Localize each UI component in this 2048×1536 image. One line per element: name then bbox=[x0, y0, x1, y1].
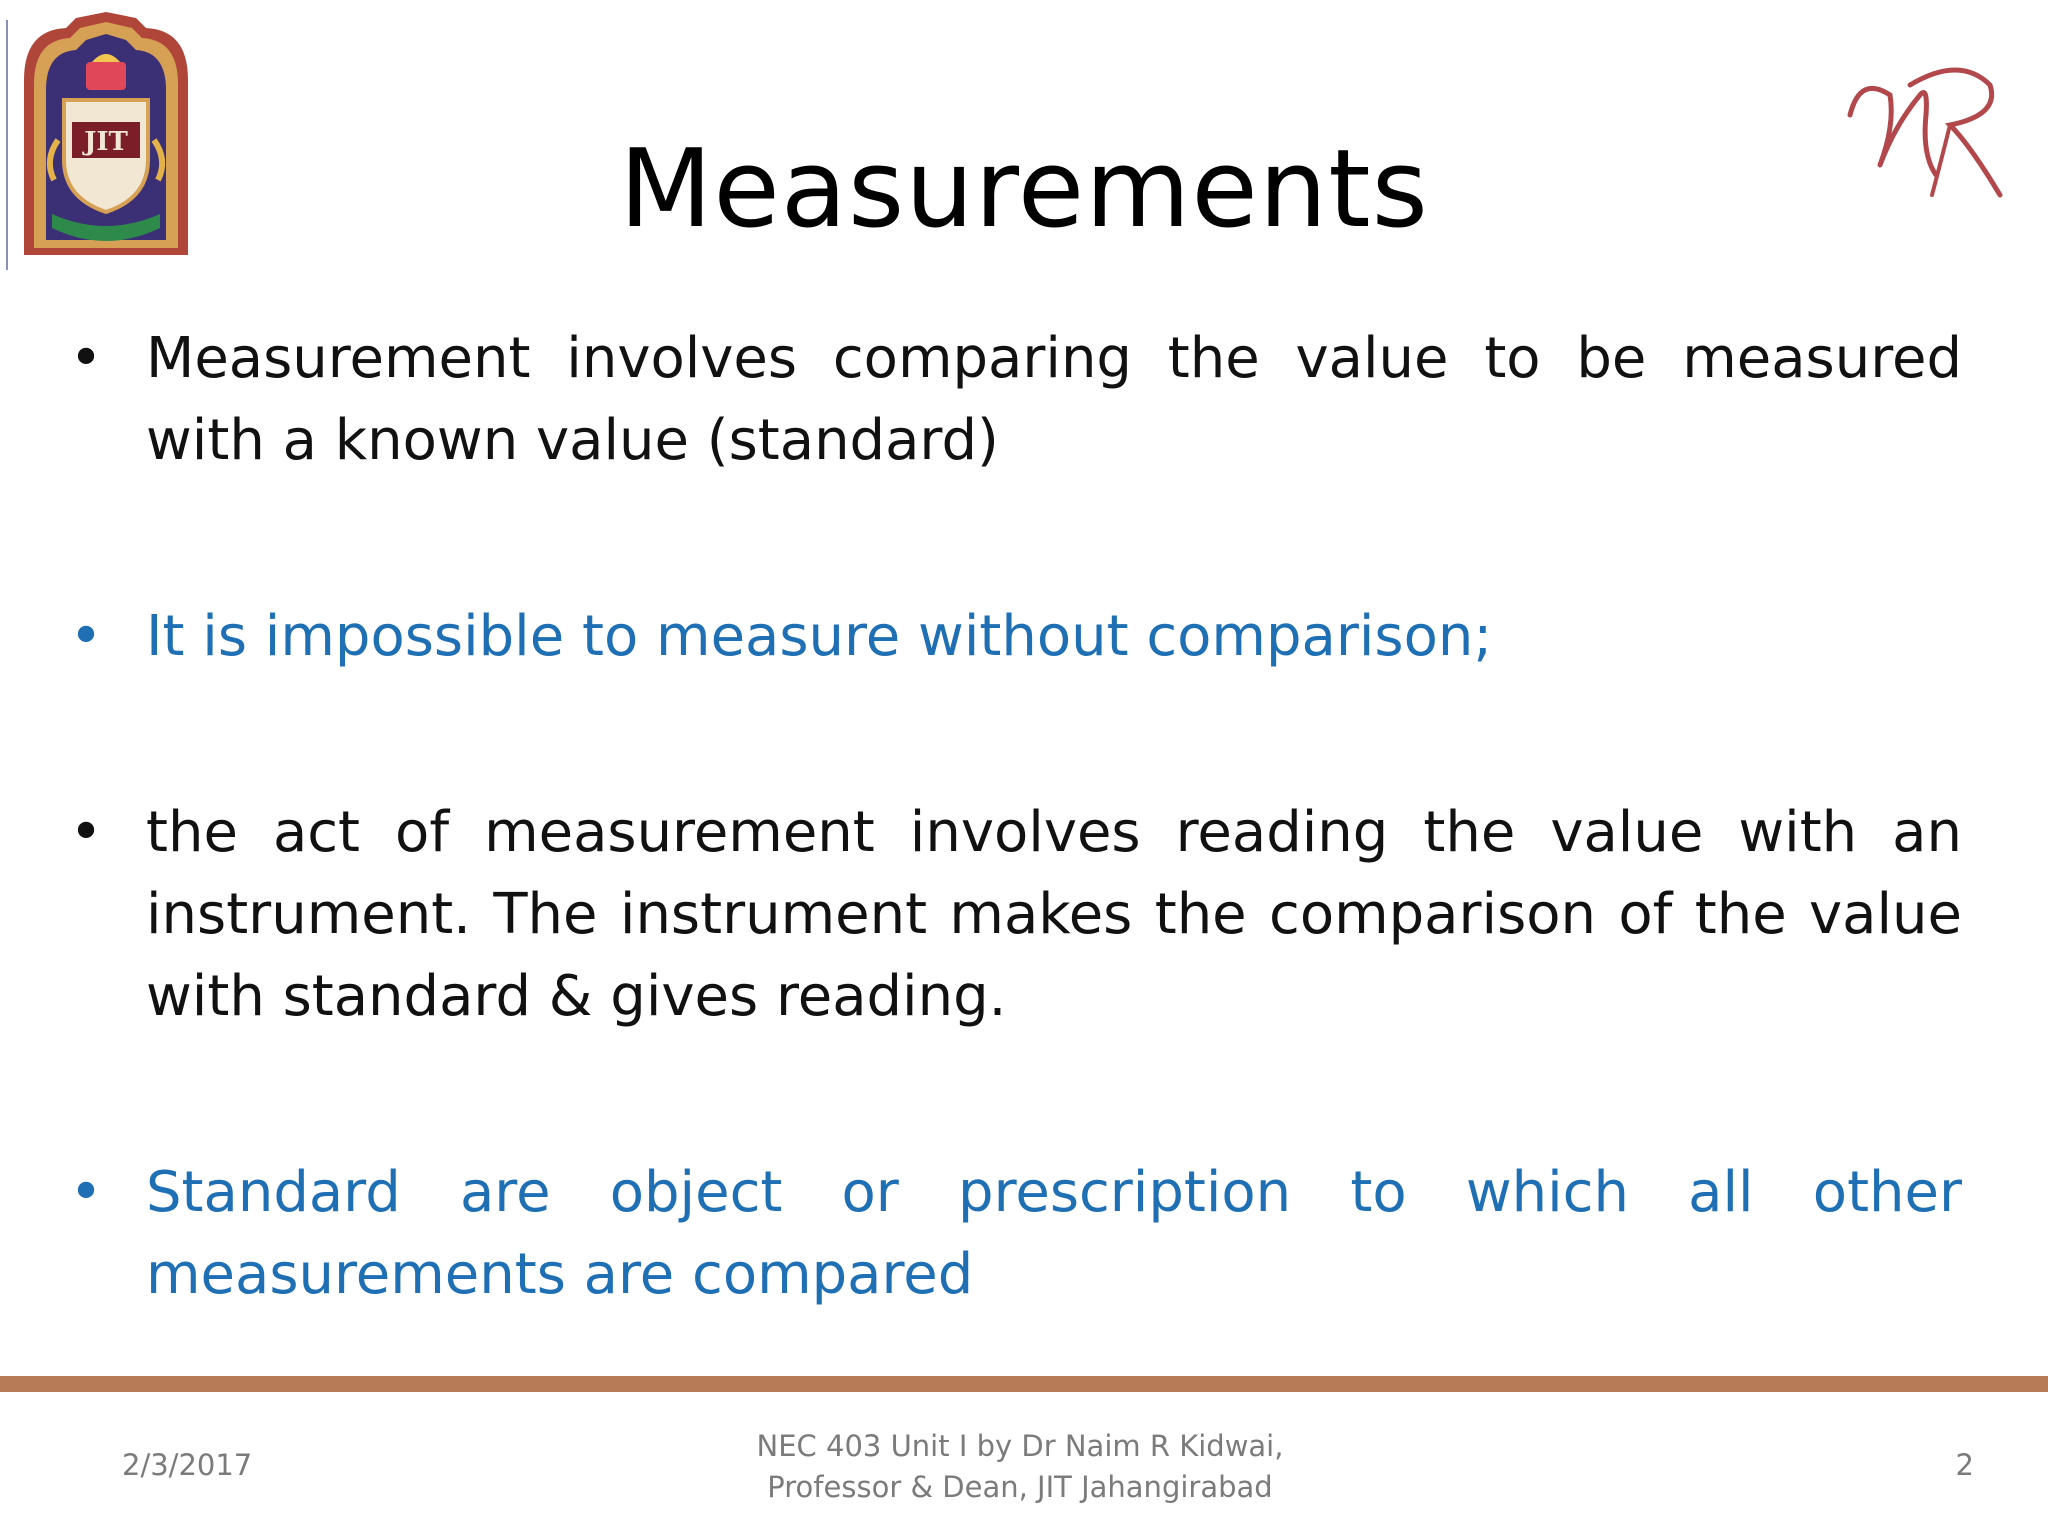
footer-author-line2: Professor & Dean, JIT Jahangirabad bbox=[767, 1470, 1273, 1504]
bullet-dot: • bbox=[69, 1160, 103, 1225]
bullet-text: It is impossible to measure without comparison; bbox=[146, 604, 1493, 669]
bullet-text: Measurement involves comparing the value to be measured with a known value (standard) bbox=[146, 326, 1962, 473]
bullet-item bbox=[69, 596, 1962, 678]
bullet-dot: • bbox=[69, 800, 103, 865]
slide-footer bbox=[0, 1420, 2048, 1520]
bullet-item bbox=[69, 1152, 1962, 1316]
page-number: 2 bbox=[1955, 1448, 1974, 1482]
crest-text: JIT bbox=[84, 127, 128, 157]
bullet-text: Standard are object or prescription to which all other measurements are compared bbox=[146, 1160, 1962, 1307]
footer-author bbox=[640, 1426, 1400, 1508]
footer-divider bbox=[0, 1376, 2048, 1392]
bullet-text: the act of measurement involves reading the value with an instrument. The instrument makes the comparison of the value with standard & gives reading. bbox=[146, 800, 1962, 1029]
slide-title: Measurements bbox=[619, 127, 1429, 252]
bullet-dot: • bbox=[69, 604, 103, 669]
bullet-item bbox=[69, 792, 1962, 1038]
bullet-dot: • bbox=[69, 326, 103, 391]
footer-date: 2/3/2017 bbox=[122, 1448, 253, 1482]
bullet-item bbox=[69, 318, 1962, 482]
footer-author-line1: NEC 403 Unit I by Dr Naim R Kidwai, bbox=[756, 1429, 1284, 1463]
